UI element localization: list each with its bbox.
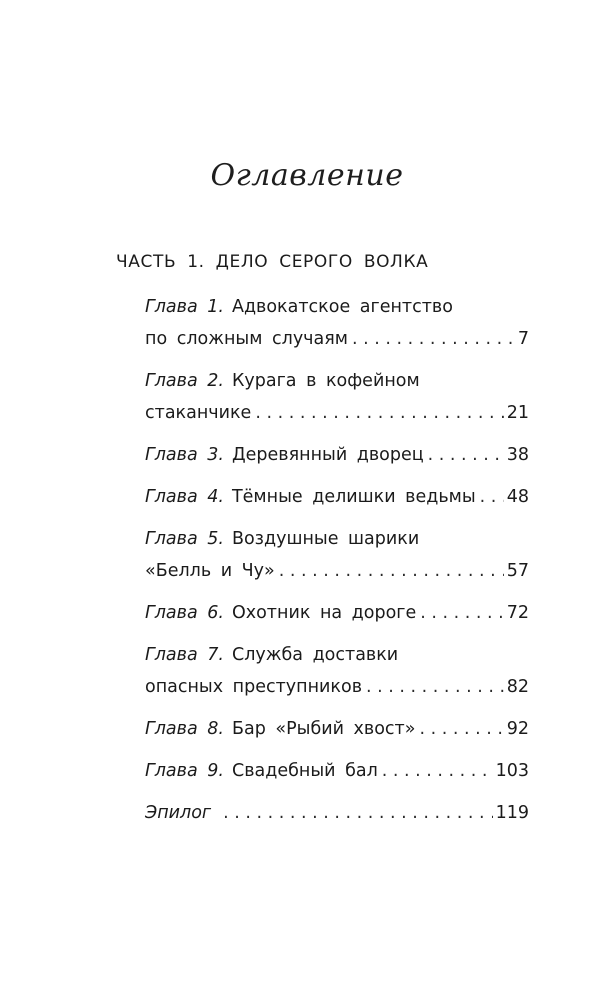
toc-entry-chapter-9[interactable]	[145, 755, 529, 787]
chapter-label: Глава 8.	[145, 719, 224, 739]
chapter-title: Адвокатское агентство	[231, 297, 453, 317]
page-number: 21	[506, 403, 529, 423]
toc-entry-chapter-2[interactable]	[145, 365, 529, 429]
page-number: 119	[495, 803, 529, 823]
chapter-title: Бар «Рыбий хвост»	[231, 719, 416, 739]
chapter-label: Глава 4.	[145, 487, 224, 507]
toc-entry-line	[145, 597, 529, 629]
chapter-title-continued: стаканчике	[145, 403, 252, 423]
page-number: 57	[506, 561, 529, 581]
chapter-title: Деревянный дворец	[231, 445, 424, 465]
toc-entry-line	[145, 797, 529, 829]
toc-entry-line	[145, 555, 529, 587]
toc-title: Оглавление	[210, 158, 404, 193]
page-number: 92	[506, 719, 529, 739]
chapter-label: Глава 6.	[145, 603, 224, 623]
toc-entry-line	[145, 291, 529, 323]
chapter-label: Глава 5.	[145, 529, 224, 549]
page-number: 7	[517, 329, 529, 349]
leader-dots	[420, 597, 503, 629]
toc-entry-chapter-1[interactable]	[145, 291, 529, 355]
toc-list	[145, 291, 529, 839]
chapter-label: Глава 7.	[145, 645, 224, 665]
chapter-title: Тёмные делишки ведьмы	[231, 487, 476, 507]
toc-entry-line	[145, 323, 529, 355]
toc-entry-line	[145, 365, 529, 397]
toc-entry-line	[145, 397, 529, 429]
chapter-title-continued: опасных преступников	[145, 677, 363, 697]
leader-dots	[419, 713, 503, 745]
toc-entry-line	[145, 523, 529, 555]
toc-entry-line	[145, 439, 529, 471]
chapter-label: Глава 3.	[145, 445, 224, 465]
toc-entry-line	[145, 671, 529, 703]
leader-dots	[366, 671, 504, 703]
leader-dots	[480, 481, 504, 513]
chapter-title: Служба доставки	[231, 645, 399, 665]
toc-entry-epilogue[interactable]	[145, 797, 529, 829]
page-number: 38	[506, 445, 529, 465]
chapter-title-continued: «Белль и Чу»	[145, 561, 275, 581]
toc-entry-line	[145, 639, 529, 671]
chapter-label: Глава 2.	[145, 371, 224, 391]
toc-entry-chapter-8[interactable]	[145, 713, 529, 745]
page-number: 72	[506, 603, 529, 623]
page-number: 82	[506, 677, 529, 697]
leader-dots	[255, 397, 503, 429]
epilogue-label: Эпилог	[145, 803, 212, 823]
chapter-title: Свадебный бал	[231, 761, 378, 781]
toc-entry-chapter-7[interactable]	[145, 639, 529, 703]
leader-dots	[382, 755, 493, 787]
toc-entry-chapter-6[interactable]	[145, 597, 529, 629]
chapter-title: Воздушные шарики	[231, 529, 420, 549]
page-number: 103	[495, 761, 529, 781]
leader-dots	[428, 439, 504, 471]
toc-entry-line	[145, 481, 529, 513]
leader-dots	[279, 555, 504, 587]
chapter-label: Глава 1.	[145, 297, 224, 317]
toc-entry-line	[145, 755, 529, 787]
toc-entry-line	[145, 713, 529, 745]
page-number: 48	[506, 487, 529, 507]
chapter-title: Курага в кофейном	[231, 371, 420, 391]
leader-dots	[352, 323, 515, 355]
part-heading[interactable]: ЧАСТЬ 1. ДЕЛО СЕРОГО ВОЛКА	[116, 252, 429, 272]
toc-entry-chapter-5[interactable]	[145, 523, 529, 587]
chapter-title-continued: по сложным случаям	[145, 329, 348, 349]
toc-entry-chapter-3[interactable]	[145, 439, 529, 471]
leader-dots	[223, 797, 492, 829]
chapter-label: Глава 9.	[145, 761, 224, 781]
toc-entry-chapter-4[interactable]	[145, 481, 529, 513]
chapter-title: Охотник на дороге	[231, 603, 417, 623]
